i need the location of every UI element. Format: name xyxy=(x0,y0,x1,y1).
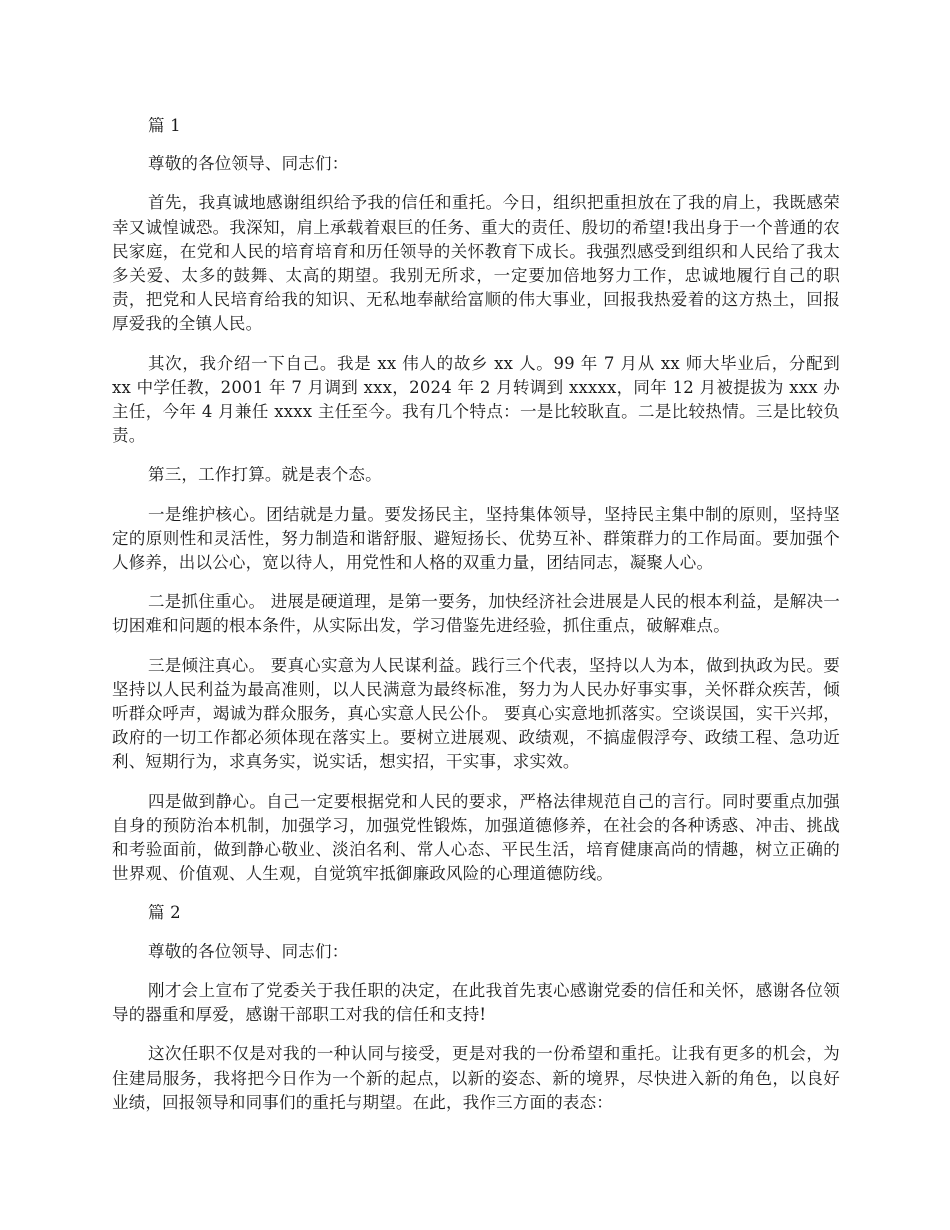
salutation: 尊敬的各位领导、同志们： xyxy=(148,154,349,174)
paragraph: 第三，工作打算。就是表个态。 xyxy=(148,465,382,485)
section-heading-2: 篇 2 xyxy=(148,903,181,923)
section-heading-1: 篇 1 xyxy=(148,116,181,135)
paragraph: 首先，我真诚地感谢组织给予我的信任和重托。今日，组织把重担放在了我的肩上，我既感荣幸又诚惶诚恐。我深知，肩上承载着艰巨的任务、重大的责任、殷切的希望!我出身于一个普通的农民家庭，在党和人民的培育培育和历任领导的关怀教育下成长。我强烈感受到组织和人民给了我太多关爱、太多的鼓舞、太高的期望。我别无所求，一定要加倍地努力工作，忠诚地履行自己的职责，把党和人民培育给我的知识、无私地奉献给富顺的伟大事业，回报我热爱着的这方热土，回报厚爱我的全镇人民。 xyxy=(112,193,840,334)
paragraph: 四是做到静心。自己一定要根据党和人民的要求，严格法律规范自己的言行。同时要重点加强自身的预防治本机制，加强学习，加强党性锻炼，加强道德修养，在社会的各种诱惑、冲击、挑战和考验面前，做到静心敬业、淡泊名利、常人心态、平民生活，培育健康高尚的情趣，树立正确的世界观、价值观、人生观，自觉筑牢抵御廉政风险的心理道德防线。 xyxy=(112,791,840,884)
salutation: 尊敬的各位领导、同志们： xyxy=(148,941,349,961)
document-body xyxy=(112,114,840,1130)
paragraph: 一是维护核心。团结就是力量。要发扬民主，坚持集体领导，坚持民主集中制的原则，坚持坚定的原则性和灵活性，努力制造和谐舒服、避短扬长、优势互补、群策群力的工作局面。要加强个人修养，出以公心，宽以待人，用党性和人格的双重力量，团结同志，凝聚人心。 xyxy=(112,504,840,573)
paragraph: 三是倾注真心。 要真心实意为人民谋利益。践行三个代表，坚持以人为本，做到执政为民。要坚持以人民利益为最高准则，以人民满意为最终标准，努力为人民办好事实事，关怀群众疾苦，倾听群众呼声，竭诚为群众服务，真心实意人民公仆。 要真心实意地抓落实。空谈误国，实干兴邦，政府的一切工作都必须体现在落实上。要树立进展观、政绩观，不搞虚假浮夸、政绩工程、急功近利、短期行为，求真务实，说实话，想实招，干实事，求实效。 xyxy=(112,655,840,772)
paragraph: 其次，我介绍一下自己。我是 xx 伟人的故乡 xx 人。99 年 7 月从 xx 师大毕业后，分配到 xx 中学任教，2001 年 7 月调到 xxx，2024 年 2 月转调到 xxxxx，同年 12 月被提拔为 xxx 办主任，今年 4 月兼任 xxxx 主任至今。我有几个特点：一是比较耿直。二是比较热情。三是比较负责。 xyxy=(112,353,840,446)
paragraph: 刚才会上宣布了党委关于我任职的决定，在此我首先衷心感谢党委的信任和关怀，感谢各位领导的器重和厚爱，感谢干部职工对我的信任和支持! xyxy=(112,980,840,1025)
paragraph: 二是抓住重心。 进展是硬道理，是第一要务，加快经济社会进展是人民的根本利益，是解决一切困难和问题的根本条件，从实际出发，学习借鉴先进经验，抓住重点，破解难点。 xyxy=(112,592,840,636)
paragraph: 这次任职不仅是对我的一种认同与接受，更是对我的一份希望和重托。让我有更多的机会，为住建局服务，我将把今日作为一个新的起点，以新的姿态、新的境界，尽快进入新的角色，以良好业绩，回报领导和同事们的重托与期望。在此，我作三方面的表态： xyxy=(112,1044,840,1112)
